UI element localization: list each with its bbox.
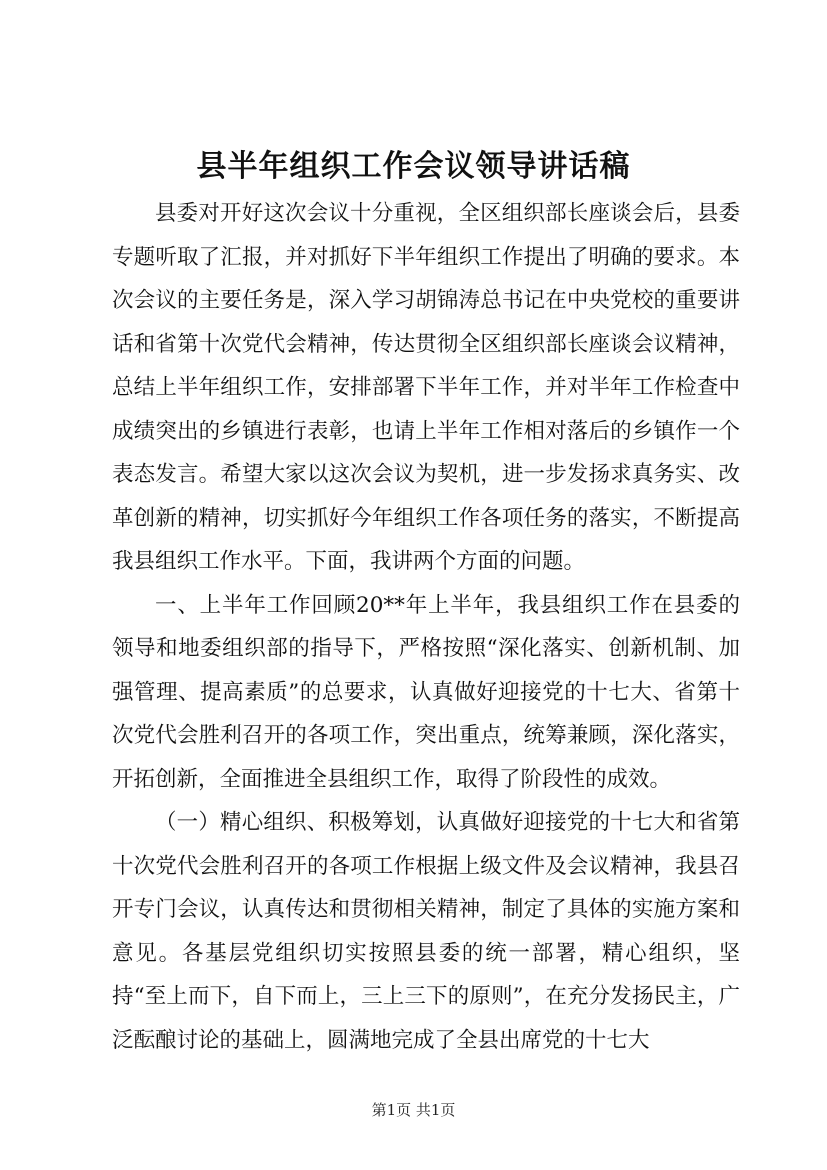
document-title: 县半年组织工作会议领导讲话稿 [196, 149, 631, 184]
page-footer [0, 1099, 827, 1121]
paragraph-section-one: 一、上半年工作回顾20**年上半年，我县组织工作在县委的领导和地委组织部的指导下，严格按照“深化落实、创新机制、加强管理、提高素质”的总要求，认真做好迎接党的十七大、省第十次党代会胜利召开的各项工作，突出重点，统筹兼顾，深化落实，开拓创新，全面推进全县组织工作，取得了阶段性的成效。 [112, 592, 740, 792]
page-number-label: 第1页 共1页 [371, 1101, 456, 1119]
paragraph-subsection-one: （一）精心组织、积极筹划，认真做好迎接党的十七大和省第十次党代会胜利召开的各项工作根据上级文件及会议精神，我县召开专门会议，认真传达和贯彻相关精神，制定了具体的实施方案和意见。各基层党组织切实按照县委的统一部署，精心组织，坚持“至上而下，自下而上，三上三下的原则”，在充分发扬民主，广泛酝酿讨论的基础上，圆满地完成了全县出席党的十七大 [112, 810, 740, 1053]
paragraph-intro: 县委对开好这次会议十分重视，全区组织部长座谈会后，县委专题听取了汇报，并对抓好下半年组织工作提出了明确的要求。本次会议的主要任务是，深入学习胡锦涛总书记在中央党校的重要讲话和省第十次党代会精神，传达贯彻全区组织部长座谈会议精神，总结上半年组织工作，安排部署下半年工作，并对半年工作检查中成绩突出的乡镇进行表彰，也请上半年工作相对落后的乡镇作一个表态发言。希望大家以这次会议为契机，进一步发扬求真务实、改革创新的精神，切实抓好今年组织工作各项任务的落实，不断提高我县组织工作水平。下面，我讲两个方面的问题。 [112, 201, 740, 574]
document-body [112, 192, 740, 1062]
